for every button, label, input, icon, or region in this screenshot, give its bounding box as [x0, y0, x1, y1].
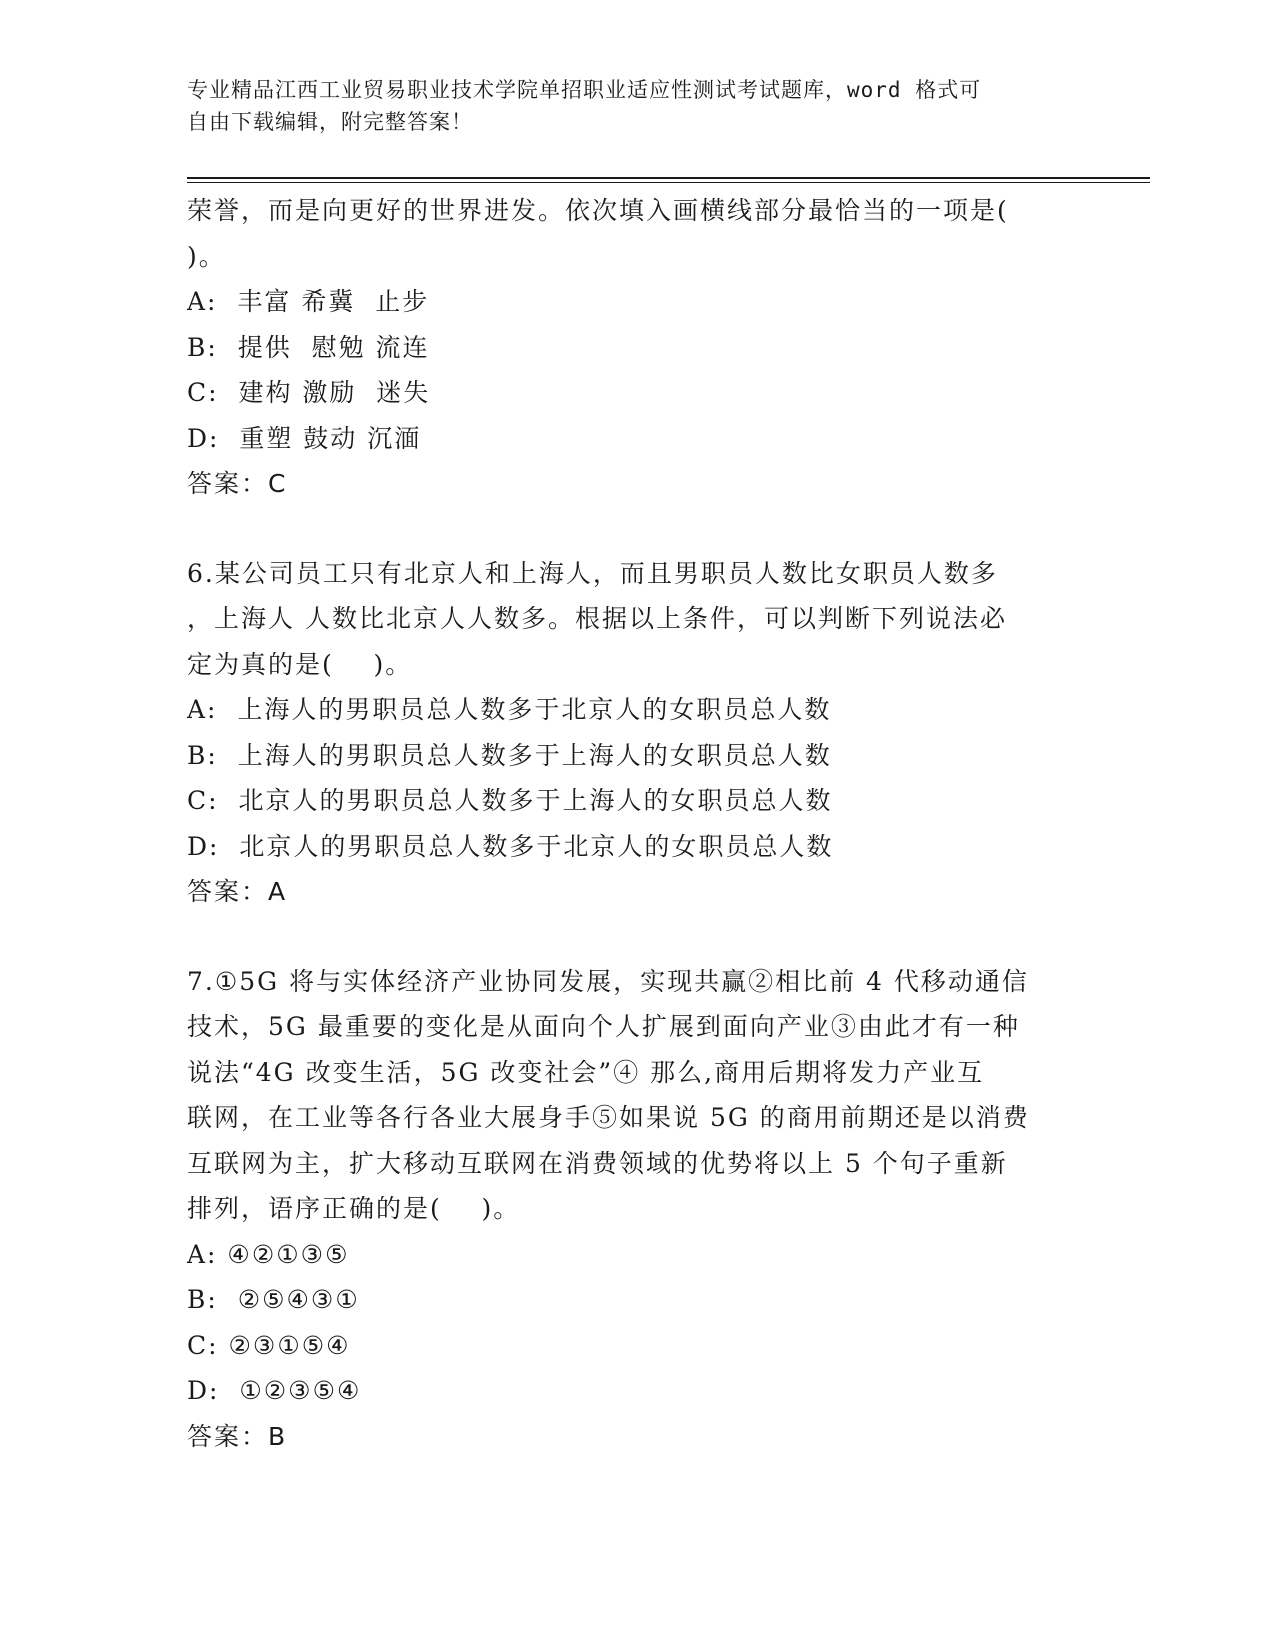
- question-7: [187, 959, 1087, 1460]
- page-header: [187, 74, 1087, 138]
- question-stem-line: 7.①5G 将与实体经济产业协同发展，实现共赢②相比前 4 代移动通信: [187, 966, 1029, 996]
- question-stem-line: ，上海人 人数比北京人人数多。根据以上条件，可以判断下列说法必: [187, 604, 1007, 633]
- question-stem-line: )。: [187, 241, 226, 271]
- question-stem-line: 定为真的是( )。: [187, 649, 413, 679]
- option-b: B: ②⑤④③①: [187, 1285, 360, 1314]
- question-stem-line: 技术，5G 最重要的变化是从面向个人扩展到面向产业③由此才有一种: [187, 1012, 1020, 1041]
- option-d: D: 重塑 鼓动 沉湎: [187, 423, 422, 453]
- option-d: D: 北京人的男职员总人数多于北京人的女职员总人数: [187, 831, 834, 861]
- header-rule-thin: [187, 182, 1150, 183]
- option-b: B: 上海人的男职员总人数多于上海人的女职员总人数: [187, 740, 832, 770]
- option-d: D: ①②③⑤④: [187, 1376, 362, 1405]
- option-a: A: 丰富 希冀 止步: [187, 287, 430, 316]
- answer-line: 答案：B: [187, 1421, 288, 1451]
- question-stem-line: 荣誉，而是向更好的世界进发。依次填入画横线部分最恰当的一项是(: [187, 196, 1009, 225]
- option-c: C: ②③①⑤④: [187, 1330, 351, 1360]
- question-stem-line: 互联网为主，扩大移动互联网在消费领域的优势将以上 5 个句子重新: [187, 1148, 1008, 1178]
- option-b: B: 提供 慰勉 流连: [187, 332, 430, 362]
- document-body: [187, 188, 1087, 1459]
- question-stem-line: 6.某公司员工只有北京人和上海人，而且男职员人数比女职员人数多: [187, 558, 998, 588]
- answer-line: 答案：C: [187, 469, 288, 498]
- header-line-1: 专业精品江西工业贸易职业技术学院单招职业适应性测试考试题库，word 格式可: [187, 78, 982, 102]
- question-stem-line: 说法“4G 改变生活，5G 改变社会”④ 那么,商用后期将发力产业互: [187, 1057, 985, 1087]
- question-stem-line: 联网，在工业等各行各业大展身手⑤如果说 5G 的商用前期还是以消费: [187, 1103, 1030, 1132]
- header-line-2: 自由下载编辑，附完整答案！: [187, 110, 473, 134]
- header-rule-thick: [187, 177, 1150, 179]
- option-a: A: 上海人的男职员总人数多于北京人的女职员总人数: [187, 695, 832, 724]
- option-c: C: 北京人的男职员总人数多于上海人的女职员总人数: [187, 786, 833, 815]
- option-c: C: 建构 激励 迷失: [187, 378, 431, 407]
- answer-line: 答案：A: [187, 877, 288, 906]
- question-stem-line: 排列，语序正确的是( )。: [187, 1194, 521, 1223]
- question-5: [187, 188, 1087, 507]
- option-a: A: ④②①③⑤: [187, 1239, 350, 1269]
- question-6: [187, 551, 1087, 915]
